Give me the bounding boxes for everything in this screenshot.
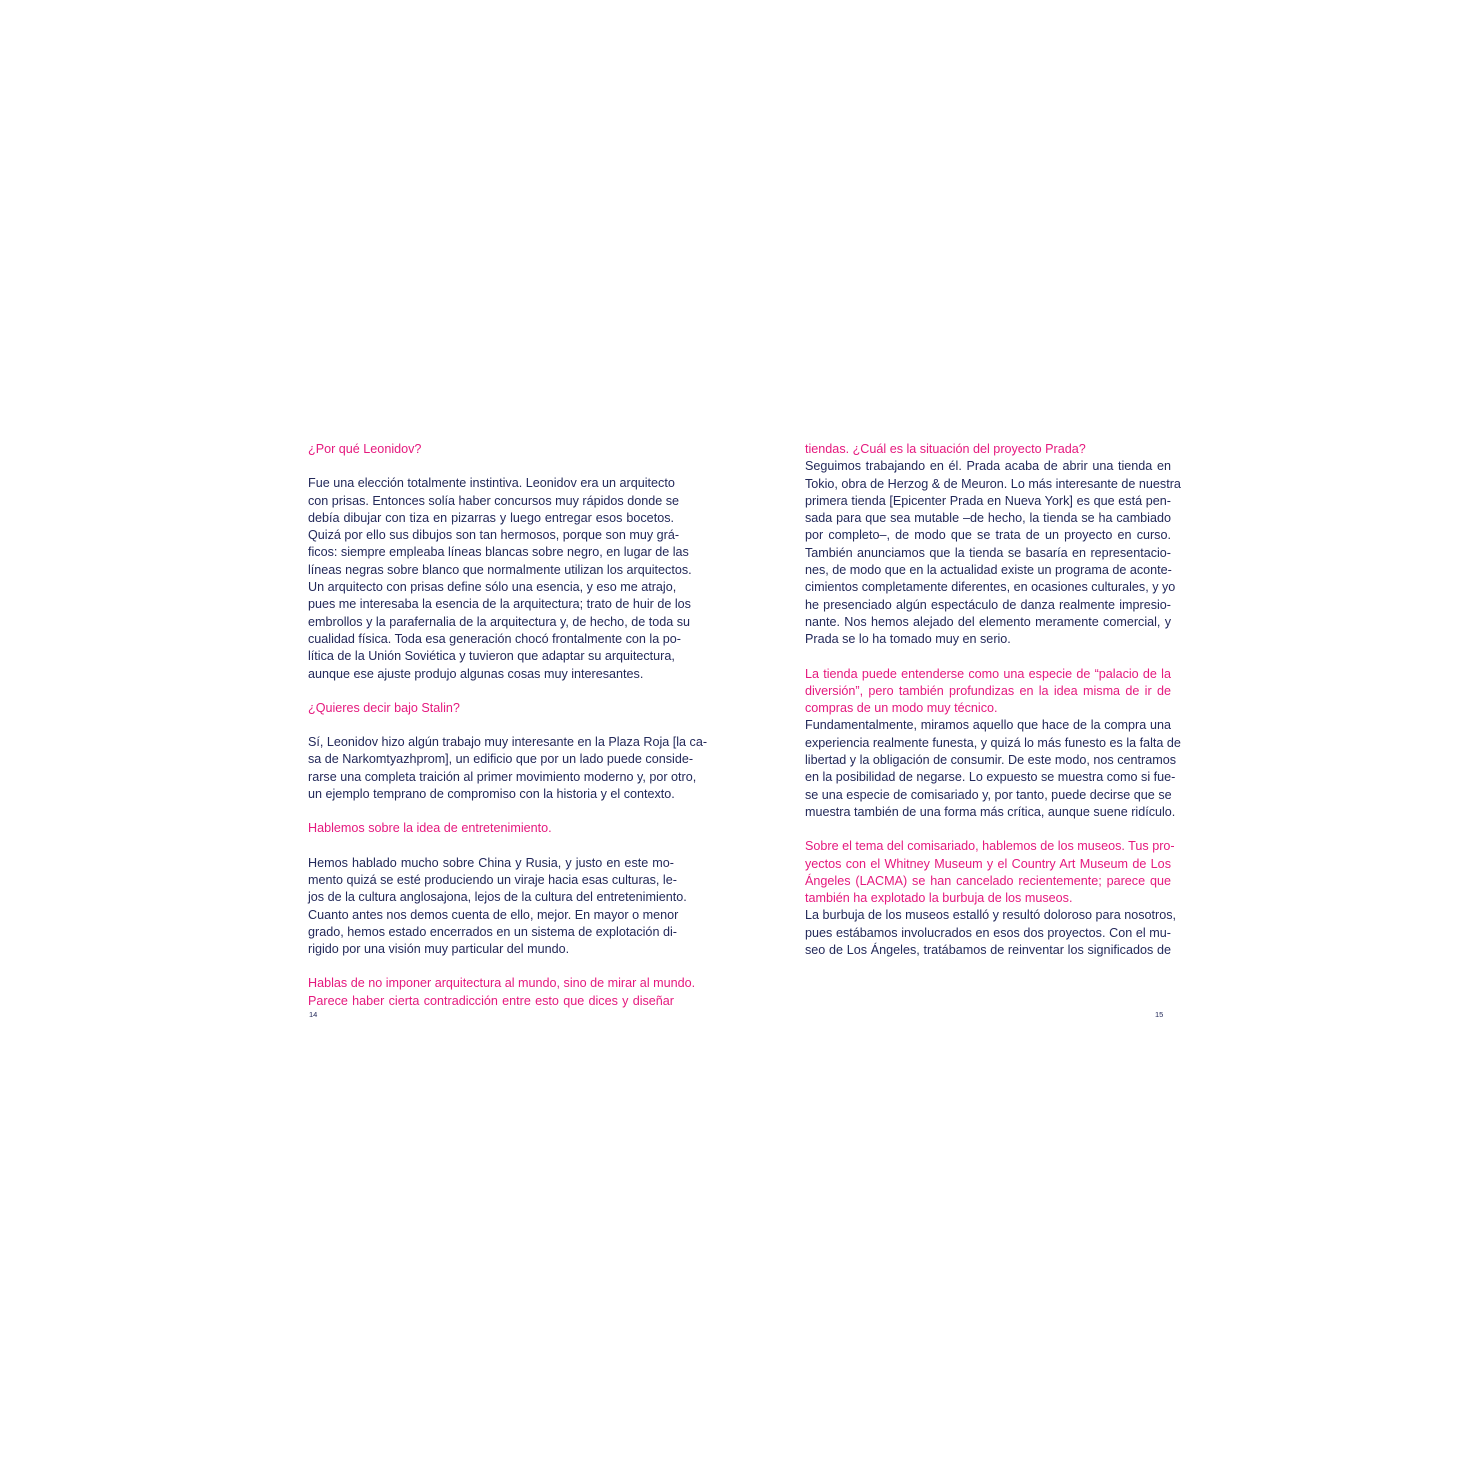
text-line: Fundamentalmente, miramos aquello que hace de la compra una <box>805 718 1171 733</box>
interview-question <box>308 700 674 717</box>
text-line: nes, de modo que en la actualidad existe un programa de aconte- <box>805 563 1172 578</box>
text-line: Fue una elección totalmente instintiva. Leonidov era un arquitecto <box>308 476 675 491</box>
text-line: cimientos completamente diferentes, en ocasiones culturales, y yo <box>805 580 1176 595</box>
text-line: grado, hemos estado encerrados en un sistema de explotación di- <box>308 924 677 939</box>
text-line: Hemos hablado mucho sobre China y Rusia, y justo en este mo- <box>308 855 674 870</box>
text-line: aunque ese ajuste produjo algunas cosas muy interesantes. <box>308 666 644 681</box>
page-right <box>805 441 1181 976</box>
text-line: cualidad física. Toda esa generación chocó frontalmente con la po- <box>308 631 681 646</box>
text-line: libertad y la obligación de consumir. De este modo, nos centramos <box>805 753 1177 768</box>
text-line: un ejemplo temprano de compromiso con la historia y el contexto. <box>308 787 675 802</box>
text-line: nante. Nos hemos alejado del elemento meramente comercial, y <box>805 614 1171 629</box>
text-line: También anunciamos que la tienda se basaría en representacio- <box>805 545 1171 560</box>
interview-question <box>805 666 1171 718</box>
text-line: ¿Quieres decir bajo Stalin? <box>308 700 460 715</box>
text-line: Seguimos trabajando en él. Prada acaba de abrir una tienda en <box>805 459 1171 474</box>
text-line: Ángeles (LACMA) se han cancelado recientemente; parece que <box>805 873 1171 888</box>
interview-question <box>308 441 674 458</box>
text-line: sa de Narkomtyazhprom], un edificio que por un lado puede conside- <box>308 752 694 767</box>
interview-answer <box>805 717 1181 821</box>
text-line: se una especie de comisariado y, por tanto, puede decirse que se <box>805 787 1172 802</box>
text-line: compras de un modo muy técnico. <box>805 701 998 716</box>
text-line: embrollos y la parafernalia de la arquitectura y, de hecho, de toda su <box>308 614 691 629</box>
text-line: en la posibilidad de negarse. Lo expuesto se muestra como si fue- <box>805 770 1176 785</box>
text-line: Sobre el tema del comisariado, hablemos de los museos. Tus pro- <box>805 839 1175 854</box>
text-line: tiendas. ¿Cuál es la situación del proyecto Prada? <box>805 442 1086 456</box>
text-line: Parece haber cierta contradicción entre esto que dices y diseñar <box>308 993 674 1008</box>
text-line: por completo–, de modo que se trata de un proyecto en curso. <box>805 528 1171 543</box>
text-line: rarse una completa traición al primer movimiento moderno y, por otro, <box>308 769 697 784</box>
text-line: Prada se lo ha tomado muy en serio. <box>805 632 1011 647</box>
text-line: también ha explotado la burbuja de los museos. <box>805 891 1073 906</box>
text-line: Sí, Leonidov hizo algún trabajo muy interesante en la Plaza Roja [la ca- <box>308 735 708 750</box>
interview-answer <box>308 855 687 959</box>
text-line: con prisas. Entonces solía haber concursos muy rápidos donde se <box>308 493 680 508</box>
text-line: Tokio, obra de Herzog & de Meuron. Lo más interesante de nuestra <box>805 476 1181 491</box>
text-line: Hablemos sobre la idea de entretenimiento. <box>308 821 552 836</box>
text-line: pues estábamos involucrados en esos dos proyectos. Con el mu- <box>805 925 1171 940</box>
interview-question <box>308 975 696 1010</box>
text-line: he presenciado algún espectáculo de danza realmente impresio- <box>805 597 1171 612</box>
text-line: experiencia realmente funesta, y quizá lo más funesto es la falta de <box>805 735 1181 750</box>
text-line: Cuanto antes nos demos cuenta de ello, mejor. En mayor o menor <box>308 907 679 922</box>
text-line: ficos: siempre empleaba líneas blancas sobre negro, en lugar de las <box>308 545 689 560</box>
interview-answer <box>805 458 1181 648</box>
text-line: muestra también de una forma más crítica, aunque suene ridículo. <box>805 804 1176 819</box>
text-line: ¿Por qué Leonidov? <box>308 442 422 456</box>
text-line: mento quizá se esté produciendo un viraje hacia esas culturas, le- <box>308 872 677 887</box>
text-line: sada para que sea mutable –de hecho, la tienda se ha cambiado <box>805 511 1171 526</box>
page-number-left: 14 <box>309 1010 318 1019</box>
page-left <box>308 441 708 1027</box>
text-line: Un arquitecto con prisas define sólo una esencia, y eso me atrajo, <box>308 580 677 595</box>
text-line: primera tienda [Epicenter Prada en Nueva York] es que está pen- <box>805 493 1171 508</box>
text-line: diversión”, pero también profundizas en la idea misma de ir de <box>805 683 1171 698</box>
text-line: La burbuja de los museos estalló y resultó doloroso para nosotros, <box>805 908 1177 923</box>
interview-question <box>805 838 1175 907</box>
text-line: líneas negras sobre blanco que normalmente utilizan los arquitectos. <box>308 562 692 577</box>
text-line: seo de Los Ángeles, tratábamos de reinventar los significados de <box>805 943 1171 958</box>
interview-answer <box>308 475 692 683</box>
text-line: pues me interesaba la esencia de la arquitectura; trato de huir de los <box>308 597 691 612</box>
text-line: jos de la cultura anglosajona, lejos de la cultura del entretenimiento. <box>308 890 687 905</box>
page-number-right: 15 <box>1155 1010 1164 1019</box>
interview-answer <box>805 907 1177 959</box>
text-line: yectos con el Whitney Museum y el Country Art Museum de Los <box>805 856 1171 871</box>
interview-answer <box>308 734 708 803</box>
text-line: debía dibujar con tiza en pizarras y luego entregar esos bocetos. <box>308 510 674 525</box>
text-line: La tienda puede entenderse como una especie de “palacio de la <box>805 666 1171 681</box>
interview-question <box>308 820 674 837</box>
text-line: rigido por una visión muy particular del mundo. <box>308 942 570 957</box>
text-line: Hablas de no imponer arquitectura al mundo, sino de mirar al mundo. <box>308 976 696 991</box>
interview-question <box>805 441 1171 458</box>
text-line: lítica de la Unión Soviética y tuvieron que adaptar su arquitectura, <box>308 649 675 664</box>
text-line: Quizá por ello sus dibujos son tan hermosos, porque son muy grá- <box>308 528 680 543</box>
